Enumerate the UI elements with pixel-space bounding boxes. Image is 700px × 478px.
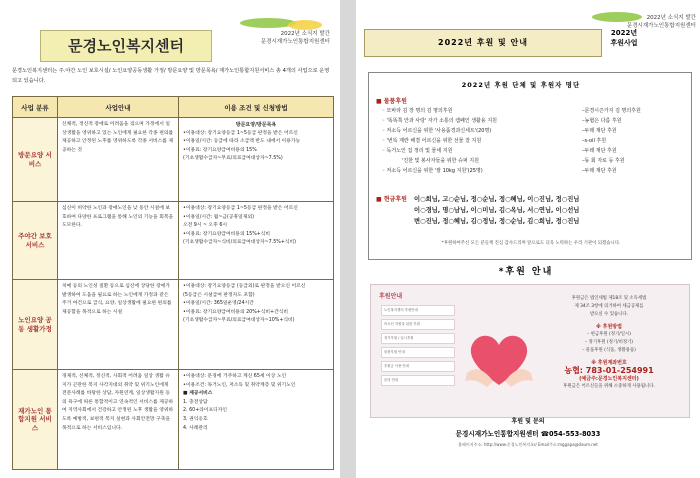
method-line: – 현금후원 (정기/일시) <box>587 332 631 337</box>
category-cell: 노인요양 공동 생활가정 <box>13 280 58 370</box>
category-cell: 방문요양 서비스 <box>13 118 58 202</box>
goods-item: ◦ 독거노인 집 정리 및 물세 지원 <box>382 148 453 154</box>
table-row <box>13 280 334 370</box>
section-header-bar: 2022년 후원 및 안내 <box>364 29 602 57</box>
contact-heading: 후원 및 문의 <box>511 418 545 425</box>
cash-donor-line: 변○진님, 정○혜님, 김○정님, 정○순님, 김○희님, 정○진님 <box>414 218 580 226</box>
goods-donor-list <box>582 106 641 176</box>
donor-list-title: 2022년 후원 단체 및 후원자 명단 <box>461 81 581 89</box>
how-line: (5등급은 시설급여 판정자도 포함) <box>183 292 255 298</box>
goods-item: ◦ '똑똑쪽 안과 사랑' 자가 소통의 캠페인 생활용 지원 <box>382 118 498 124</box>
hands-heart-icon <box>463 325 535 393</box>
category-cell: 재가노인 통합지원 서비스 <box>13 370 58 470</box>
how-line: (기초생활수급자~무료/의료급여대상자~10%+식비) <box>183 318 295 324</box>
poster-menu-item: 물품후원 안내 <box>381 347 455 358</box>
goods-donor: –두레 재단 후원 <box>582 148 617 154</box>
how-line: •이용대상: 문경에 거주하고 계신 65세 이상 노인 <box>183 374 287 379</box>
thanks-note: *후원하여주신 모든 분들께 진심 감사드리며 앞으로도 더욱 노력하는 우리 기관이 되겠습니다. <box>441 241 621 246</box>
intro-text: 문경노인복지센터는 주.야간 노인 보호시설/ 노인요양공동생활 가정/ 방문요양 및 방문목욕/ 재가노인통합지원서비스 총 4개의 사업으로 운영되고 있습니다. <box>12 68 330 84</box>
goods-section-label: ■ 물품후원 <box>376 98 407 105</box>
contact-web-email: 홈페이지주소: http://www.문경노인복지.kr/ Email주소:mggapa@daum.net <box>458 442 598 447</box>
table-row <box>13 118 334 202</box>
donation-poster <box>370 284 690 418</box>
how-line: 3. 권익옹호 <box>183 416 208 422</box>
description-cell: 심신이 허약한 노인과 장애노인을 낮 동안 시설에 보호하여 다양한 프로그램을 통해 노인의 기능을 회복을 도모한다. <box>58 202 179 280</box>
year-tag-line: 후원사업 <box>610 39 638 47</box>
poster-text <box>539 295 679 391</box>
year-tag-line: 2022년 <box>610 29 638 37</box>
goods-donor: –동 회 자로 등 후원 <box>582 158 625 164</box>
how-line: 오전 9시 ~ 오후 6시 <box>183 223 228 229</box>
cash-donor-line: 이○경님, 명○남님, 이○미님, 김○옥님, 서○연님, 이○선님 <box>414 207 580 215</box>
how-line: •이용료: 장기요양급여비용의 15%+식비 <box>183 231 271 237</box>
guide-title: *후원 안내 <box>498 267 554 277</box>
how-cell <box>179 280 334 370</box>
how-line: 4. 사례관리 <box>183 425 208 431</box>
poster-text-line: 제 34조 3항에 의거하여 세금공제를 <box>574 304 644 309</box>
goods-item: ◦ 모바라 김 장 명의 김 명의후원 <box>382 108 453 114</box>
how-cell <box>179 370 334 470</box>
issue-line: 2022년 소식지 발간 <box>280 31 330 37</box>
table-row <box>13 202 334 280</box>
how-cell <box>179 118 334 202</box>
poster-menu-item: 정기후원 / 일시후원 <box>381 333 455 344</box>
leaf-decoration <box>288 20 322 30</box>
goods-item: '진한 및 봉사자들을 위한 슈퍼 지원 <box>402 158 479 164</box>
goods-donor: –두레 재단 후원 <box>582 128 617 134</box>
account-holder: (예금주:문경노인복지센터) <box>579 376 639 382</box>
how-line: 2. 60+라이프디자인 <box>183 408 228 414</box>
description-cell: 치매 등의 노인성 질환 등으로 심신에 상당한 장애가 발생하여 도움을 필요로 하는 노인에게 가정과 같은 주거 여건으로 급식, 요양, 일상생활에 필요한 편의를 제공함을 목적으로 하는 시설 <box>58 280 179 370</box>
poster-menu-item: 어르신 지원을 위한 후원 <box>381 319 455 330</box>
column-header: 사업안내 <box>58 97 179 118</box>
column-header: 이용 조건 및 신청방법 <box>179 97 334 118</box>
issue-line: 문경시재가노인통합지원센터 <box>260 39 330 45</box>
method-line: – 물품후원 (식품, 생활용품) <box>582 348 636 353</box>
how-line: ■ 제공서비스 <box>183 391 213 397</box>
how-line: •이용대상: 장기요양등급 1~5등급 판정을 받은 어르신 <box>183 130 298 136</box>
goods-donor: –s-oil 후원 <box>582 138 607 144</box>
table-row <box>13 370 334 470</box>
poster-label: 후원안내 <box>379 293 403 300</box>
how-line: •이용일/시간: 월~금(공휴일제외) <box>183 214 254 220</box>
table-header-row <box>13 97 334 118</box>
how-line: •이용료: 장기요양급여비용의 20%+식비+간식비 <box>183 309 288 315</box>
poster-menu-item: 후원금 사용 안내 <box>381 361 455 372</box>
poster-menu-item: 문의 안내 <box>381 375 455 386</box>
account-note: 후원금은 어르신들을 위해 소중하게 사용됩니다. <box>563 384 655 389</box>
cash-donor-names <box>414 194 584 228</box>
how-line: 방문요양/방문목욕 <box>235 122 277 128</box>
method-line: – 정기후원 (정기/비정기) <box>584 340 634 345</box>
poster-text-line: 받으실 수 있습니다. <box>589 312 629 317</box>
how-line: •이용대상: 장기요양등급 1~5등급 판정을 받은 어르신 <box>183 206 298 211</box>
how-line: •이용료: 장기요양급여비용의 15% <box>183 147 257 153</box>
method-heading: ※ 후원방법 <box>596 324 622 330</box>
goods-item-list <box>382 106 497 176</box>
how-cell <box>179 202 334 280</box>
poster-text-line: 후원금은 법인세법 제18조 및 소득세법 <box>571 296 647 301</box>
how-line: (기초생활수급자~무료/의료급여대상자~7.5%) <box>183 156 283 162</box>
cash-donor-line: 이○희님, 고○순님, 정○순님, 정○혜님, 이○진님, 정○진님 <box>414 196 580 203</box>
cash-section-label: ■ 현금후원 <box>376 196 407 203</box>
how-line: (기초생활수급자~식비/의료급여대상자~7.5%+식비) <box>183 240 297 246</box>
goods-donor: –문경시즌가지 김 명의후원 <box>582 108 641 114</box>
year-tag <box>604 28 644 48</box>
goods-item: ◦ 저소득 어르신을 위한 '사용품경과신세트'(20명) <box>382 128 492 134</box>
issue-line: 2022년 소식지 발간 <box>646 15 696 21</box>
column-header: 사업 분류 <box>13 97 58 118</box>
how-line: •이용일/시간: 365일운영/24시간 <box>183 301 254 307</box>
service-table <box>12 96 334 470</box>
cash-label: 현금후원 <box>383 196 407 203</box>
how-line: •이용대상: 장기요양등급 (등급외)로 판정을 받으신 어르신 <box>183 284 306 289</box>
description-cell: 경제적, 신체적, 정신적, 사회적 어려움 일상 생활 유지가 곤란한 복지 사각지대의 취약 및 위기노인에게 전문사례를 바탕한 상담, 자원연계, 일상생활지원 등의 욕구에 따른 통합적이고 연속적인 서비스를 제공하여 지역사회에서 건강하고 안정된 노후 생활을 영위하도록 예방적, 보편적 복지 실현과 사회안전망 구축을 목적으로 하는 서비스입니다. <box>58 370 179 470</box>
account-number: 농협: 783-01-254991 <box>564 366 654 375</box>
left-page <box>0 0 340 478</box>
right-page <box>356 0 700 478</box>
how-line: •이용조건: 독거노인, 저소득 및 취약계층 및 위기노인 <box>183 382 296 388</box>
goods-donor: –두레 재단 후원 <box>582 168 617 174</box>
how-line: 1. 충전상담 <box>183 399 208 405</box>
issue-line: 문경시재가노인통합지원센터 <box>626 23 696 29</box>
goods-item: ◦ 저소득 어르신을 위한 '쌀 10kg 지원'(25명) <box>382 168 483 174</box>
goods-label: 물품후원 <box>383 98 407 105</box>
issue-info <box>220 30 330 46</box>
poster-menu-list <box>381 305 455 389</box>
category-cell: 주야간 보호 서비스 <box>13 202 58 280</box>
poster-menu-item: 노인복지센터 후원안내 <box>381 305 455 316</box>
account-heading: ※ 후원계좌번호 <box>591 360 627 366</box>
contact-line: 문경시재가노인통합지원센터 ☎054-553-8033 <box>455 430 601 438</box>
page-gutter <box>340 0 356 478</box>
goods-donor: –농협은 다름 후원 <box>582 118 622 124</box>
page-title: 문경노인복지센터 <box>40 30 212 62</box>
goods-item: ◦ '번뜩 계란 해결 어르신을 위한 선물 잘 지원 <box>382 138 482 144</box>
how-line: •이용일/시간: 등급에 따라 소급액 반도 내에서 이용가능 <box>183 139 301 145</box>
description-cell: 신체적, 정신적 장애로 어려움을 겪으며 가정에서 일상생활을 영위하고 있는 노인에게 필요한 각종 편의를 제공하고 안정된 노후를 영위하도록 각종 서비스를 제공하는 것 <box>58 118 179 202</box>
